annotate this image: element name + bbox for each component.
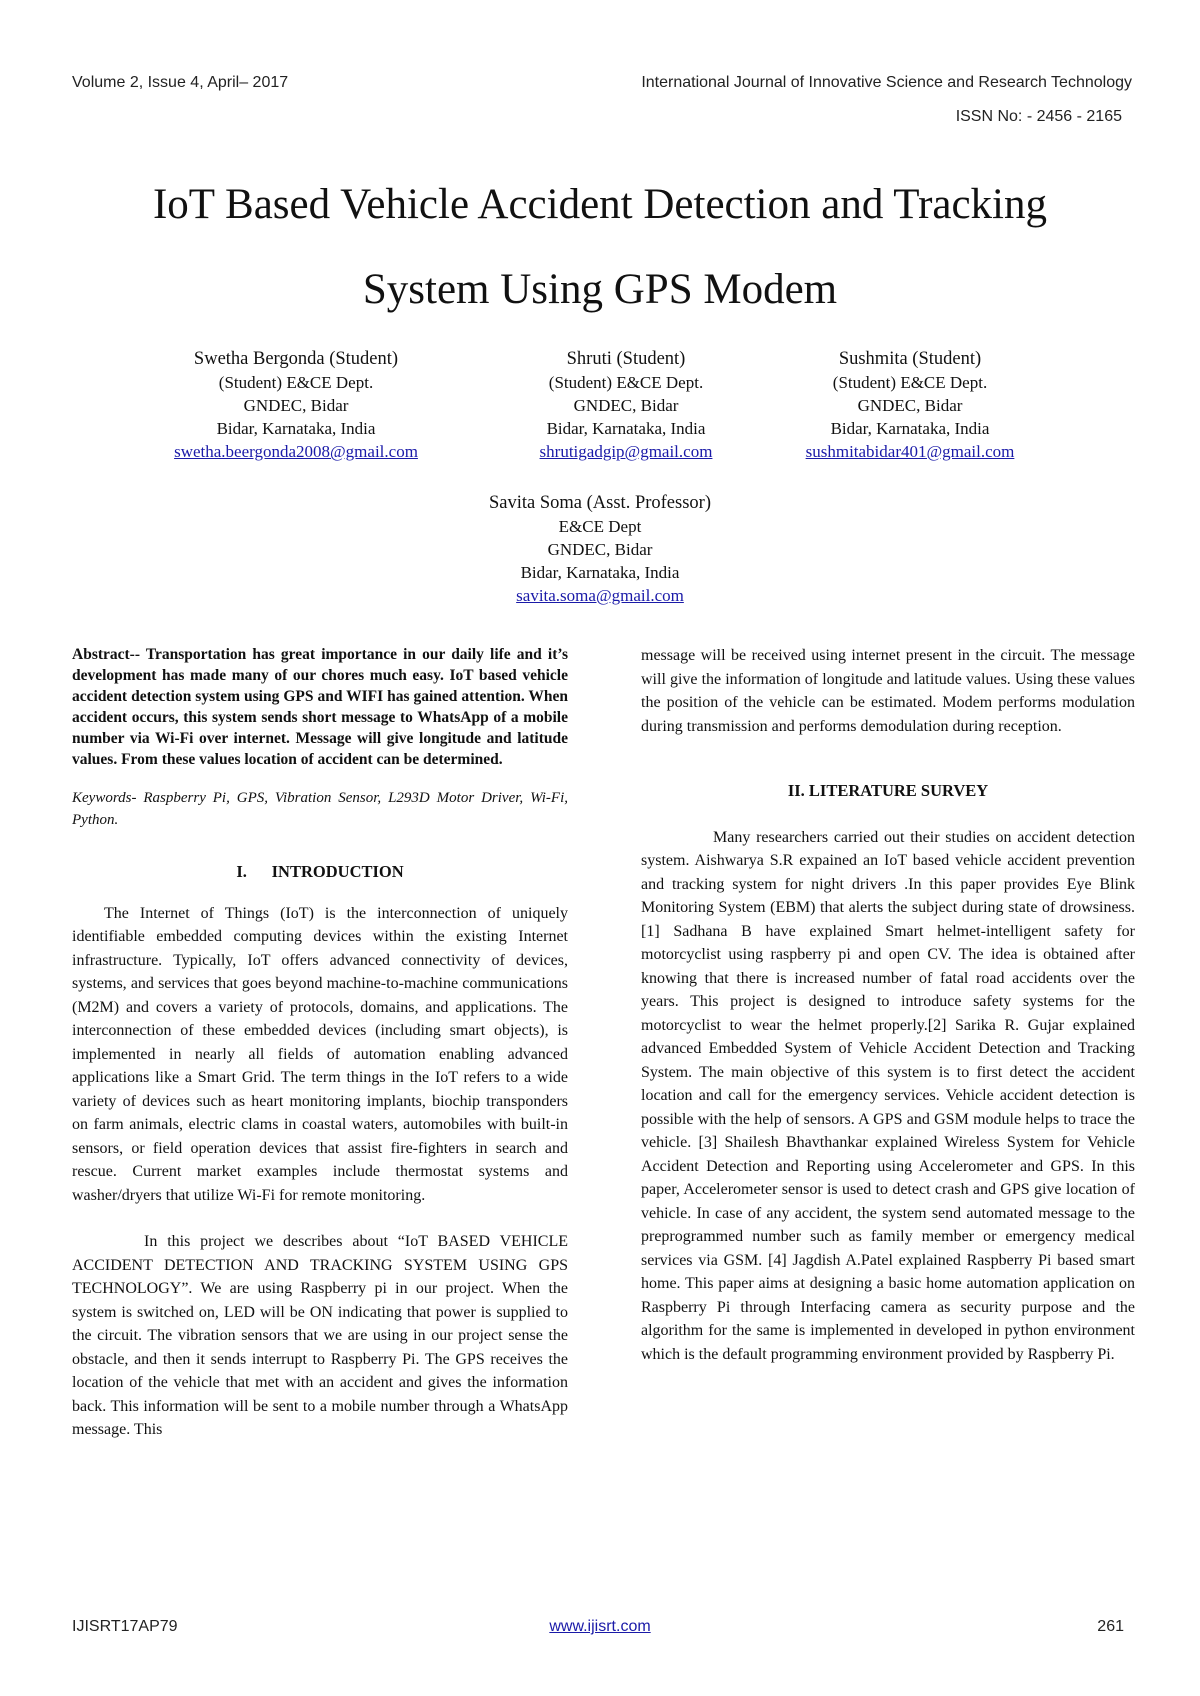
author-dept: E&CE Dept [558, 517, 642, 536]
author-email-link[interactable]: savita.soma@gmail.com [516, 586, 684, 605]
author-location: Bidar, Karnataka, India [520, 563, 680, 582]
paper-code: IJISRT17AP79 [72, 1618, 178, 1635]
intro-paragraph-1: The Internet of Things (IoT) is the interconnection of uniquely identifiable embedded computing devices within the existing Internet infrastructure. Typically, IoT offers advanced connectivity of devices, systems, and services that goes beyond machine-to-machine communications (M2M) and covers a variety of protocols, domains, and applications. The interconnection of these embedded devices (including smart objects), is implemented in nearly all fields of automation enabling advanced applications like a Smart Grid. The term things in the IoT refers to a wide variety of devices such as heart monitoring implants, biochip transponders on farm animals, electric clams in coastal waters, automobiles with built-in sensors, or field operation devices that assist fire-fighters in search and rescue. Current market examples include thermostat systems and washer/dryers that utilize Wi-Fi for remote monitoring. [72, 904, 568, 1204]
author-email-link[interactable]: shrutigadgip@gmail.com [539, 442, 713, 461]
author-college: GNDEC, Bidar [547, 540, 653, 559]
author-block [750, 348, 1070, 463]
author-dept: (Student) E&CE Dept. [548, 373, 704, 392]
intro-continuation-paragraph: message will be received using internet present in the circuit. The message will give the information of longitude and latitude values. Using these values the position of the vehicle can be estimated. Modem performs modulation during transmission and performs demodulation during reception. [641, 647, 1135, 735]
author-location: Bidar, Karnataka, India [830, 419, 990, 438]
author-block [440, 492, 760, 607]
abstract-text: Abstract-- Transportation has great importance in our daily life and it’s development has made many of our chores much easy. IoT based vehicle accident detection system using GPS and WIFI has gained attention. When accident occurs, this system sends short message to WhatsApp of a mobile number via Wi-Fi over internet. Message will give longitude and latitude values. From these values location of accident can be determined. [72, 646, 568, 768]
author-location: Bidar, Karnataka, India [216, 419, 376, 438]
left-column [72, 644, 568, 1442]
journal-volume: Volume 2, Issue 4, April– 2017 [72, 74, 289, 91]
paper-title-line-2: System Using GPS Modem [362, 266, 838, 313]
journal-website-link[interactable]: www.ijisrt.com [549, 1618, 651, 1635]
author-college: GNDEC, Bidar [573, 396, 679, 415]
author-location: Bidar, Karnataka, India [546, 419, 706, 438]
journal-name: International Journal of Innovative Science and Research Technology [641, 74, 1132, 91]
author-block [136, 348, 456, 463]
keywords-text: Keywords- Raspberry Pi, GPS, Vibration Sensor, L293D Motor Driver, Wi-Fi, Python. [72, 790, 568, 828]
author-college: GNDEC, Bidar [857, 396, 963, 415]
author-name: Shruti (Student) [566, 349, 686, 369]
section-heading-introduction: I. INTRODUCTION [236, 862, 404, 881]
author-dept: (Student) E&CE Dept. [218, 373, 374, 392]
author-name: Swetha Bergonda (Student) [193, 349, 399, 369]
author-name: Sushmita (Student) [838, 349, 982, 369]
author-college: GNDEC, Bidar [243, 396, 349, 415]
author-email-link[interactable]: swetha.beergonda2008@gmail.com [174, 442, 418, 461]
issn-number: ISSN No: - 2456 - 2165 [955, 108, 1122, 125]
author-block [466, 348, 786, 463]
author-name: Savita Soma (Asst. Professor) [489, 493, 711, 513]
intro-paragraph-2: In this project we describes about “IoT BASED VEHICLE ACCIDENT DETECTION AND TRACKING SYSTEM USING GPS TECHNOLOGY”. We are using Raspberry pi in our project. When the system is switched on, LED will be ON indicating that power is supplied to the circuit. The vibration sensors that we are using in our project sense the obstacle, and then it sends interrupt to Raspberry Pi. The GPS receives the location of the vehicle that met with an accident and gives the information back. This information will be sent to a mobile number through a WhatsApp message. This [72, 1233, 568, 1438]
section-heading-literature-survey: II. LITERATURE SURVEY [787, 781, 989, 800]
literature-paragraph: Many researchers carried out their studies on accident detection system. Aishwarya S.R expained an IoT based vehicle accident prevention and tracking system for night drivers .In this paper provides Eye Blink Monitoring System (EBM) that alerts the subject during state of drowsiness.[1] Sadhana B have explained Smart helmet-intelligent safety for motorcyclist using raspberry pi and open CV. The idea is obtained after knowing that there is increased number of fatal road accidents over the years. This project is designed to introduce safety systems for the motorcyclist to wear the helmet properly.[2] Sarika R. Gujar explained advanced Embedded System of Vehicle Accident Detection and Tracking System. The main objective of this system is to first detect the accident location and call for the emergency services. Vehicle accident detection is possible with the help of sensors. A GPS and GSM module helps to trace the vehicle. [3] Shailesh Bhavthankar explained Wireless System for Vehicle Accident Detection and Reporting using Accelerometer and GPS. In this paper, Accelerometer sensor is used to detect crash and GPS give location of vehicle. In case of any accident, the system send automated message to the preprogrammed number such as family member or emergency medical services via GSM. [4] Jagdish A.Patel explained Raspberry Pi based smart home. This paper aims at designing a basic home automation application on Raspberry Pi through Interfacing camera as security purpose and the algorithm for the same is implemented in developed in python environment which is the default programming environment provided by Raspberry Pi. [641, 828, 1135, 1363]
right-column [641, 644, 1135, 1366]
author-email-link[interactable]: sushmitabidar401@gmail.com [805, 442, 1015, 461]
page-number: 261 [1097, 1618, 1124, 1635]
author-dept: (Student) E&CE Dept. [832, 373, 988, 392]
paper-title-line-1: IoT Based Vehicle Accident Detection and Tracking [152, 181, 1048, 228]
